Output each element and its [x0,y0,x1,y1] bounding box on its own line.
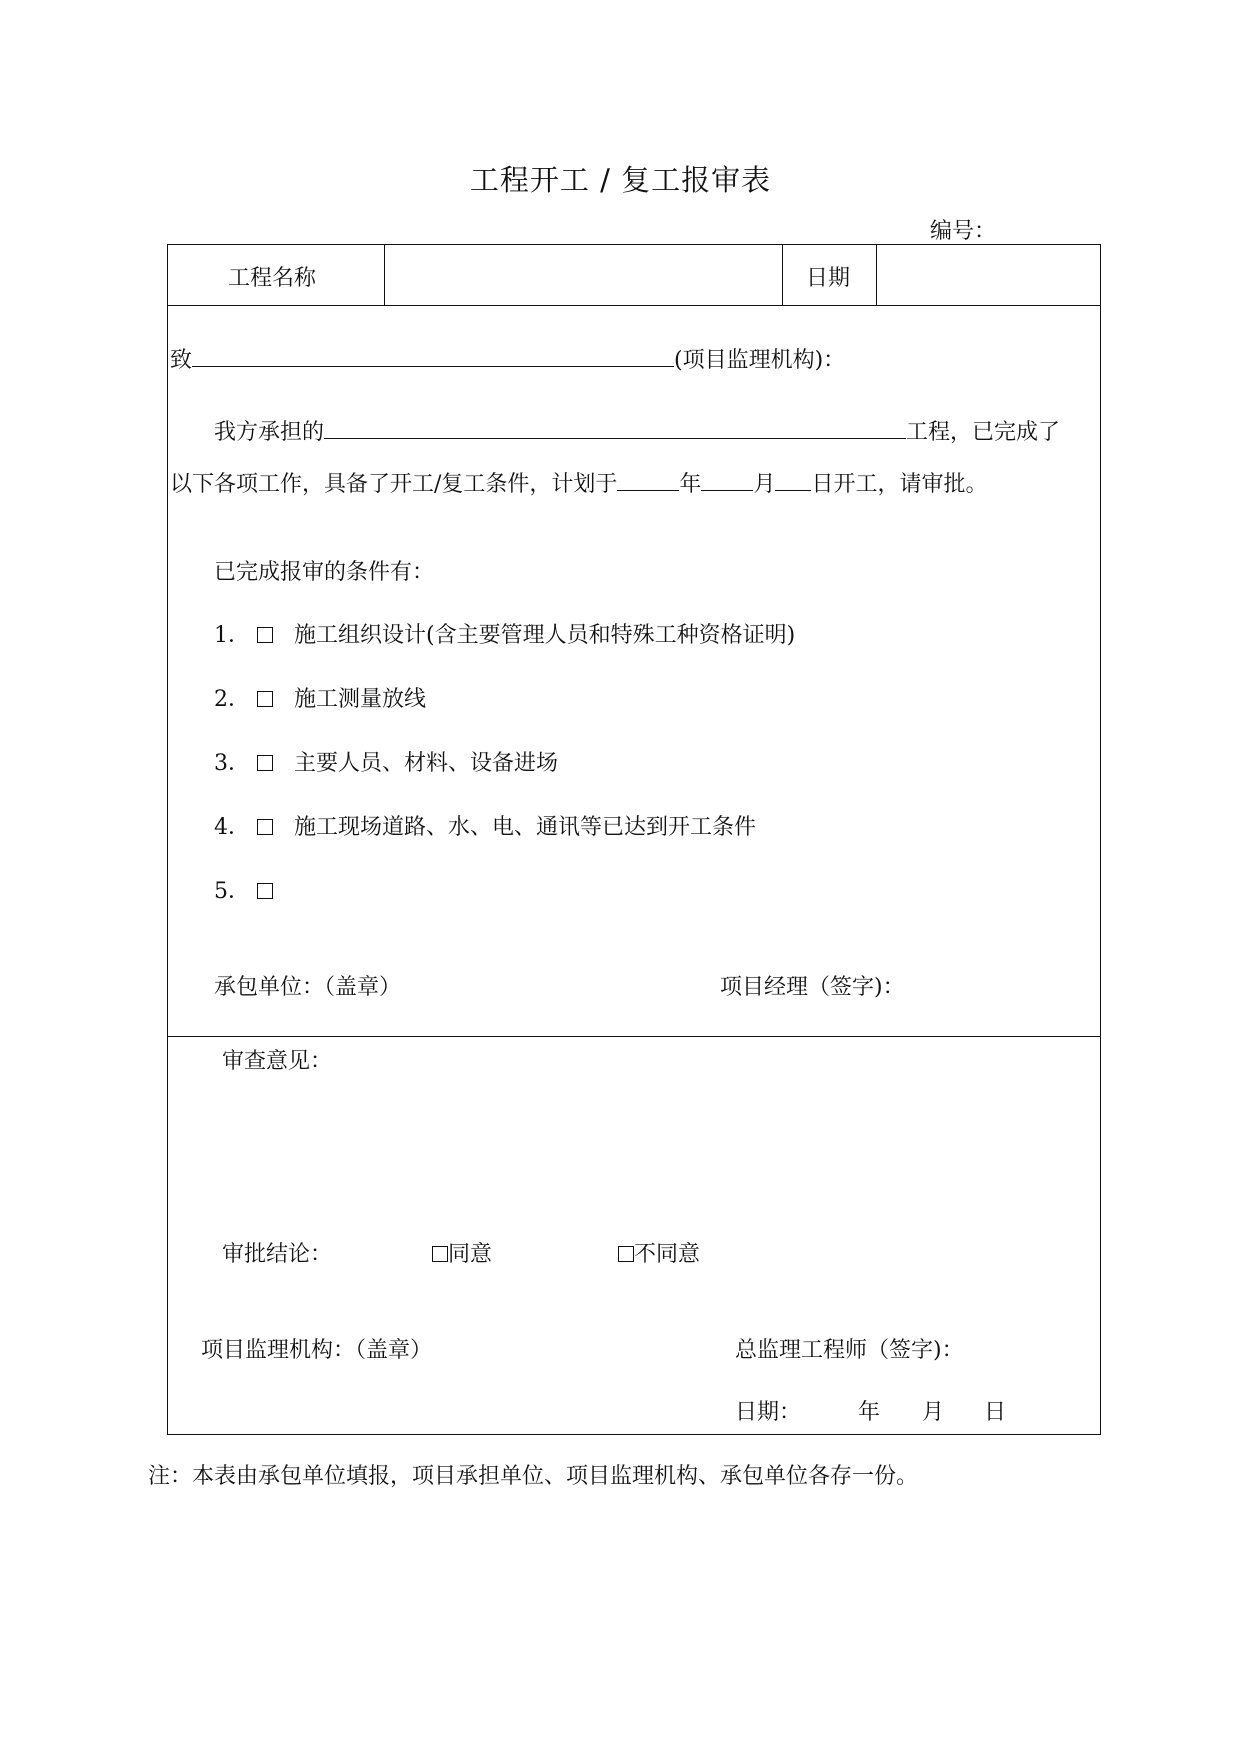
approval-conclusion-label: 审批结论： [222,1242,333,1267]
divider [168,1036,1100,1037]
project-name-label: 工程名称 [228,266,317,291]
condition-item [214,682,426,713]
footnote: 注：本表由承包单位填报，项目承担单位、项目监理机构、承包单位各存一份。 [148,1464,919,1489]
checkbox[interactable] [257,627,273,643]
checkbox[interactable] [257,883,273,899]
review-year-label: 年 [858,1400,881,1425]
statement-after-blank: 工程，已完成了 [906,420,1061,445]
project-blank[interactable] [324,416,906,439]
agree-label: 同意 [448,1242,493,1267]
statement-line-1 [214,415,1060,446]
condition-number: 1． [214,623,250,648]
disagree-option[interactable] [618,1237,700,1268]
addressee-suffix: (项目监理机构)： [674,348,846,373]
disagree-label: 不同意 [634,1242,701,1267]
condition-number: 5． [214,879,250,904]
statement-end: 日开工，请审批。 [811,472,988,497]
year-blank[interactable] [617,468,679,491]
condition-item [214,746,558,777]
date-field[interactable] [890,261,1090,289]
checkbox[interactable] [432,1246,448,1262]
addressee-prefix: 致 [170,348,193,373]
approval-form [167,244,1101,1435]
condition-item [214,618,795,649]
condition-item [214,874,287,905]
condition-text: 施工组织设计(含主要管理人员和特殊工种资格证明) [294,623,796,648]
divider [782,245,783,306]
review-month-label: 月 [922,1400,945,1425]
checkbox[interactable] [257,691,273,707]
condition-text: 施工现场道路、水、电、通讯等已达到开工条件 [294,815,757,840]
statement-lead: 我方承担的 [214,420,325,445]
project-manager-label: 项目经理（签字)： [720,975,905,1000]
supervision-agency-label: 项目监理机构：（盖章） [201,1338,433,1363]
review-date-label: 日期： [735,1400,802,1425]
page-title: 工程开工 / 复工报审表 [469,163,772,197]
addressee-line [170,343,845,374]
review-opinion-label: 审查意见： [222,1049,333,1074]
divider [384,245,385,306]
statement-line-2 [170,467,987,498]
date-label: 日期 [806,266,851,291]
month-label: 月 [753,472,776,497]
chief-engineer-label: 总监理工程师（签字)： [735,1338,964,1363]
condition-number: 2． [214,687,250,712]
conditions-heading: 已完成报审的条件有： [214,560,435,585]
project-name-field[interactable] [398,261,768,289]
month-blank[interactable] [701,468,753,491]
condition-number: 3． [214,751,250,776]
divider [168,305,1100,306]
condition-text: 施工测量放线 [294,687,427,712]
contractor-unit-label: 承包单位：（盖章） [214,975,402,1000]
condition-number: 4． [214,815,250,840]
review-day-label: 日 [984,1400,1007,1425]
condition-item [214,810,756,841]
addressee-blank[interactable] [192,344,674,367]
day-blank[interactable] [775,468,811,491]
statement-text: 以下各项工作，具备了开工/复工条件，计划于 [170,472,618,497]
divider [876,245,877,306]
year-label: 年 [679,472,702,497]
checkbox[interactable] [618,1246,634,1262]
checkbox[interactable] [257,755,273,771]
checkbox[interactable] [257,819,273,835]
doc-number-label: 编号： [930,219,997,244]
agree-option[interactable] [432,1237,492,1268]
condition-text: 主要人员、材料、设备进场 [294,751,559,776]
